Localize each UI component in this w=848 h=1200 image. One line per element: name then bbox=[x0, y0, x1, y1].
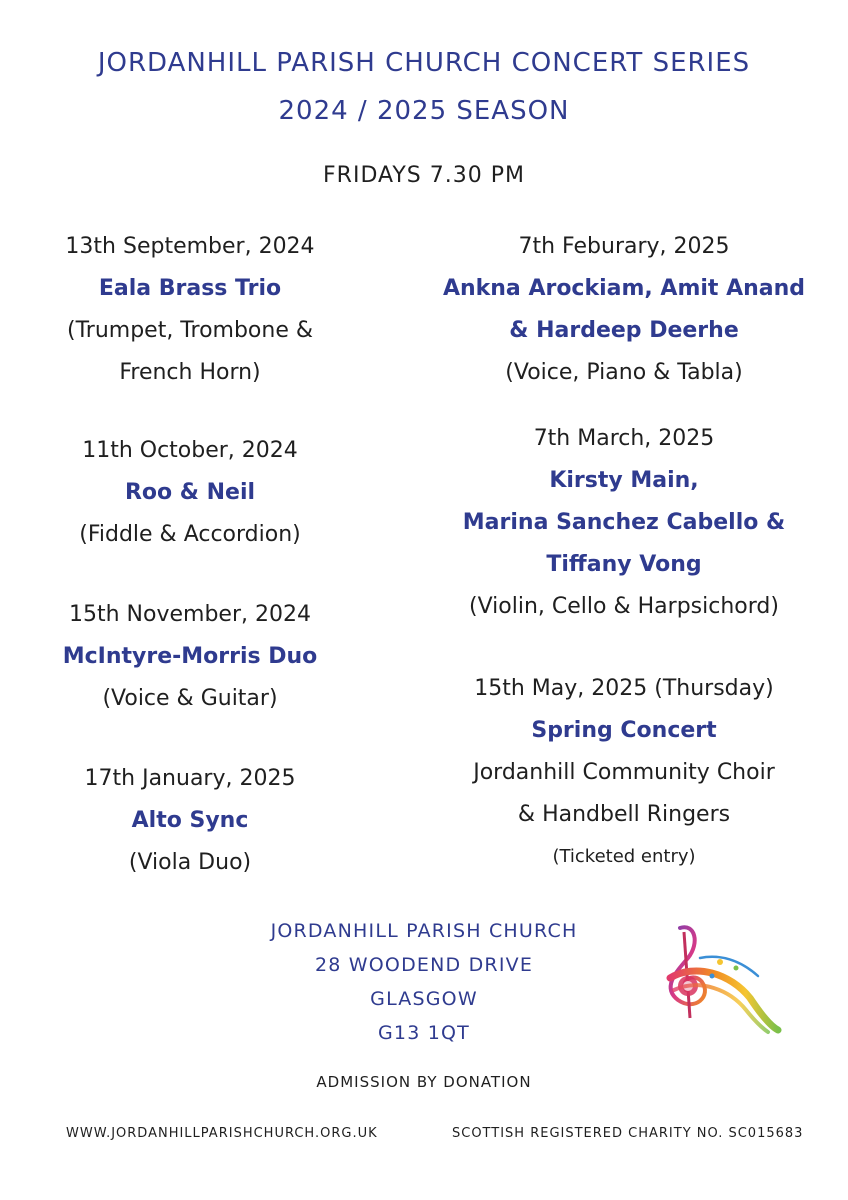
concert-instruments: (Fiddle & Accordion) bbox=[79, 522, 301, 547]
concert-performer-detail: Jordanhill Community Choir bbox=[473, 760, 775, 785]
concert-performer: Tiffany Vong bbox=[546, 552, 702, 577]
concert-date: 15th November, 2024 bbox=[69, 602, 311, 627]
concert-entry bbox=[0, 594, 380, 720]
address-line: JORDANHILL PARISH CHURCH bbox=[270, 920, 578, 942]
concert-date: 13th September, 2024 bbox=[65, 234, 315, 259]
concert-date: 7th Feburary, 2025 bbox=[518, 234, 730, 259]
concert-entry bbox=[0, 430, 380, 556]
website-link[interactable]: WWW.JORDANHILLPARISHCHURCH.ORG.UK bbox=[66, 1126, 378, 1141]
ticket-note: (Ticketed entry) bbox=[552, 846, 696, 867]
concert-entry bbox=[0, 758, 380, 884]
concert-performer-detail: & Handbell Ringers bbox=[517, 802, 731, 827]
concert-performer: Ankna Arockiam, Amit Anand bbox=[442, 276, 806, 301]
season-subtitle: 2024 / 2025 SEASON bbox=[278, 96, 570, 126]
treble-clef-music-swirl-icon bbox=[650, 918, 790, 1038]
concert-date: 15th May, 2025 (Thursday) bbox=[474, 676, 774, 701]
concert-entry bbox=[434, 418, 814, 628]
concert-performer: Marina Sanchez Cabello & bbox=[462, 510, 786, 535]
concert-date: 7th March, 2025 bbox=[533, 426, 715, 451]
page-title: JORDANHILL PARISH CHURCH CONCERT SERIES bbox=[97, 48, 751, 78]
concert-performer: Eala Brass Trio bbox=[98, 276, 282, 301]
concert-instruments: (Voice, Piano & Tabla) bbox=[505, 360, 743, 385]
concert-instruments: (Voice & Guitar) bbox=[102, 686, 278, 711]
admission-note: ADMISSION BY DONATION bbox=[316, 1073, 532, 1091]
address-line: G13 1QT bbox=[378, 1022, 470, 1044]
concert-entry bbox=[434, 226, 814, 394]
concert-instruments: (Trumpet, Trombone & bbox=[66, 318, 314, 343]
concert-instruments: (Viola Duo) bbox=[128, 850, 252, 875]
concert-entry bbox=[434, 668, 814, 878]
concert-instruments: French Horn) bbox=[119, 360, 261, 385]
address-line: 28 WOODEND DRIVE bbox=[314, 954, 534, 976]
concert-performer: & Hardeep Deerhe bbox=[509, 318, 739, 343]
concert-date: 17th January, 2025 bbox=[84, 766, 296, 791]
address-line: GLASGOW bbox=[370, 988, 478, 1010]
concert-performer: Kirsty Main, bbox=[549, 468, 699, 493]
concert-entry bbox=[0, 226, 380, 394]
concert-performer: McIntyre-Morris Duo bbox=[62, 644, 318, 669]
concert-performer: Roo & Neil bbox=[124, 480, 256, 505]
concert-date: 11th October, 2024 bbox=[82, 438, 298, 463]
concert-performer: Spring Concert bbox=[531, 718, 717, 743]
charity-number: SCOTTISH REGISTERED CHARITY NO. SC015683 bbox=[452, 1126, 804, 1141]
schedule-time: FRIDAYS 7.30 PM bbox=[323, 163, 525, 188]
concert-performer: Alto Sync bbox=[131, 808, 249, 833]
concert-instruments: (Violin, Cello & Harpsichord) bbox=[469, 594, 779, 619]
